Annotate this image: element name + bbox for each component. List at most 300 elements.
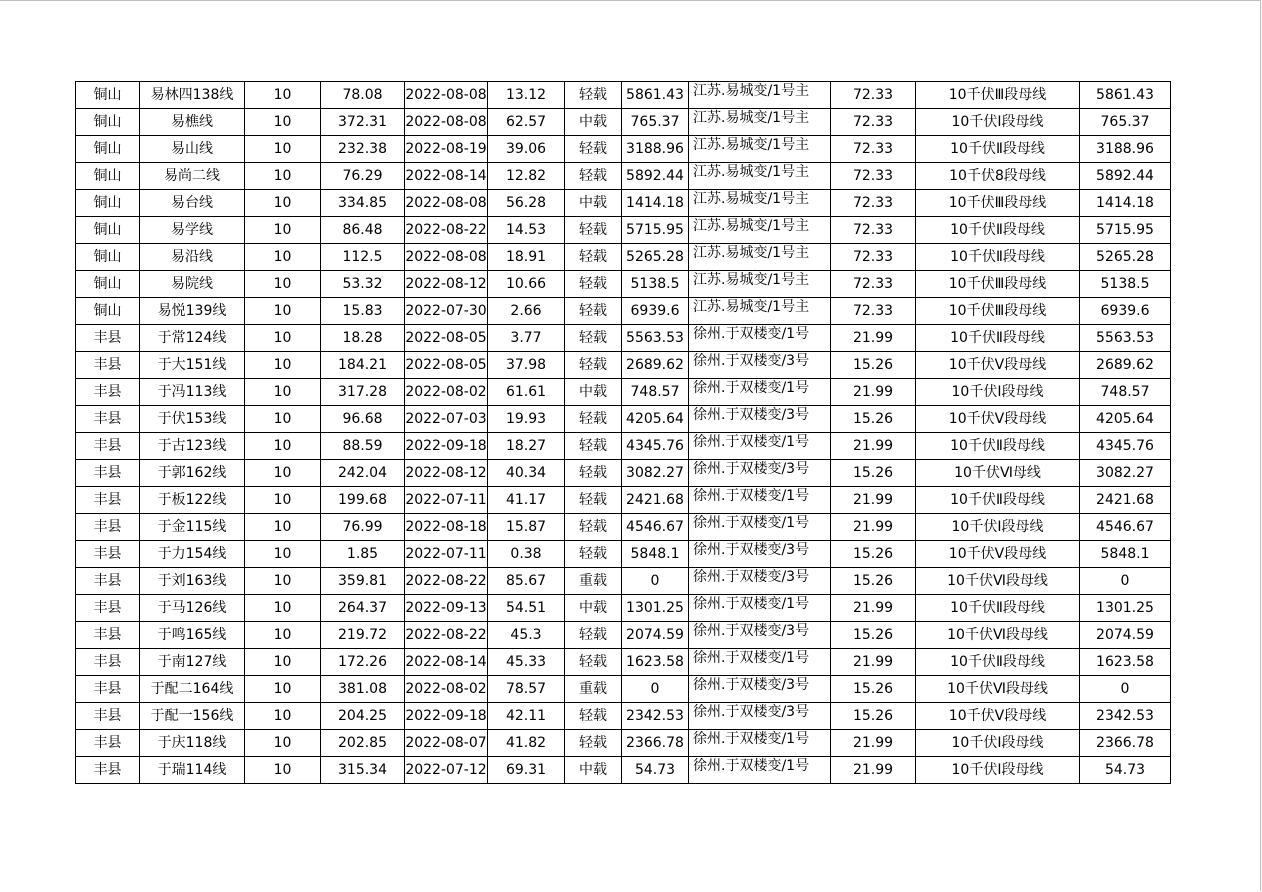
voltage-cell: 10 xyxy=(245,514,321,541)
line-name-cell: 于鸣165线 xyxy=(140,622,245,649)
current-cell: 53.32 xyxy=(321,271,405,298)
busbar-cell: 10千伏Ⅰ段母线 xyxy=(916,109,1080,136)
voltage-cell: 10 xyxy=(245,217,321,244)
date-cell: 2022-08-05 xyxy=(405,352,488,379)
substation-text: 徐州.于双楼变/1号 xyxy=(693,326,810,342)
transformer-rate-cell: 15.26 xyxy=(831,406,916,433)
capacity-cell: 6939.6 xyxy=(622,298,689,325)
date-cell: 2022-09-18 xyxy=(405,433,488,460)
busbar-cell: 10千伏Ⅱ段母线 xyxy=(916,244,1080,271)
table-row xyxy=(76,730,1171,757)
district-cell: 丰县 xyxy=(76,757,140,784)
capacity-cell: 3082.27 xyxy=(622,460,689,487)
line-name-cell: 于庆118线 xyxy=(140,730,245,757)
transformer-rate-cell: 72.33 xyxy=(831,190,916,217)
capacity-cell: 5138.5 xyxy=(622,271,689,298)
transformer-rate-cell: 15.26 xyxy=(831,703,916,730)
district-cell: 丰县 xyxy=(76,568,140,595)
current-cell: 76.99 xyxy=(321,514,405,541)
load-status-cell: 轻载 xyxy=(565,325,622,352)
load-rate-cell: 39.06 xyxy=(488,136,565,163)
substation-text: 徐州.于双楼变/3号 xyxy=(693,677,810,693)
substation-cell xyxy=(689,325,831,352)
substation-cell xyxy=(689,298,831,325)
line-name-cell: 于常124线 xyxy=(140,325,245,352)
current-cell: 184.21 xyxy=(321,352,405,379)
table-row xyxy=(76,82,1171,109)
line-name-cell: 于瑞114线 xyxy=(140,757,245,784)
substation-text: 江苏.易城变/1号主 xyxy=(693,218,810,234)
line-name-cell: 于南127线 xyxy=(140,649,245,676)
available-capacity-cell: 5138.5 xyxy=(1080,271,1171,298)
line-name-cell: 于郭162线 xyxy=(140,460,245,487)
busbar-cell: 10千伏Ⅱ段母线 xyxy=(916,433,1080,460)
district-cell: 丰县 xyxy=(76,595,140,622)
table-row xyxy=(76,649,1171,676)
substation-cell xyxy=(689,82,831,109)
substation-text: 江苏.易城变/1号主 xyxy=(693,137,810,153)
line-name-cell: 于配二164线 xyxy=(140,676,245,703)
voltage-cell: 10 xyxy=(245,82,321,109)
transformer-rate-cell: 72.33 xyxy=(831,217,916,244)
load-rate-cell: 85.67 xyxy=(488,568,565,595)
available-capacity-cell: 5848.1 xyxy=(1080,541,1171,568)
district-cell: 铜山 xyxy=(76,217,140,244)
voltage-cell: 10 xyxy=(245,136,321,163)
available-capacity-cell: 6939.6 xyxy=(1080,298,1171,325)
table-row xyxy=(76,379,1171,406)
busbar-cell: 10千伏Ⅱ段母线 xyxy=(916,649,1080,676)
transformer-rate-cell: 15.26 xyxy=(831,352,916,379)
capacity-cell: 0 xyxy=(622,676,689,703)
substation-cell xyxy=(689,622,831,649)
table-row xyxy=(76,514,1171,541)
voltage-cell: 10 xyxy=(245,541,321,568)
available-capacity-cell: 5265.28 xyxy=(1080,244,1171,271)
table-row xyxy=(76,595,1171,622)
load-status-cell: 重载 xyxy=(565,676,622,703)
load-rate-cell: 54.51 xyxy=(488,595,565,622)
voltage-cell: 10 xyxy=(245,568,321,595)
load-rate-cell: 2.66 xyxy=(488,298,565,325)
district-cell: 丰县 xyxy=(76,514,140,541)
substation-cell xyxy=(689,649,831,676)
table-body xyxy=(76,82,1171,784)
substation-text: 徐州.于双楼变/3号 xyxy=(693,353,810,369)
line-name-cell: 于金115线 xyxy=(140,514,245,541)
current-cell: 381.08 xyxy=(321,676,405,703)
busbar-cell: 10千伏Ⅲ段母线 xyxy=(916,298,1080,325)
capacity-cell: 2366.78 xyxy=(622,730,689,757)
line-name-cell: 于冯113线 xyxy=(140,379,245,406)
substation-text: 徐州.于双楼变/3号 xyxy=(693,704,810,720)
current-cell: 88.59 xyxy=(321,433,405,460)
table-row xyxy=(76,568,1171,595)
load-rate-cell: 15.87 xyxy=(488,514,565,541)
current-cell: 359.81 xyxy=(321,568,405,595)
substation-text: 江苏.易城变/1号主 xyxy=(693,272,810,288)
available-capacity-cell: 3082.27 xyxy=(1080,460,1171,487)
date-cell: 2022-07-12 xyxy=(405,757,488,784)
transformer-rate-cell: 15.26 xyxy=(831,460,916,487)
transformer-rate-cell: 21.99 xyxy=(831,757,916,784)
capacity-cell: 5861.43 xyxy=(622,82,689,109)
line-name-cell: 易山线 xyxy=(140,136,245,163)
substation-cell xyxy=(689,460,831,487)
voltage-cell: 10 xyxy=(245,676,321,703)
district-cell: 丰县 xyxy=(76,352,140,379)
busbar-cell: 10千伏Ⅵ段母线 xyxy=(916,676,1080,703)
substation-text: 江苏.易城变/1号主 xyxy=(693,191,810,207)
load-status-cell: 轻载 xyxy=(565,271,622,298)
load-status-cell: 中载 xyxy=(565,379,622,406)
busbar-cell: 10千伏Ⅱ段母线 xyxy=(916,217,1080,244)
load-status-cell: 轻载 xyxy=(565,649,622,676)
substation-text: 徐州.于双楼变/1号 xyxy=(693,488,810,504)
date-cell: 2022-08-08 xyxy=(405,244,488,271)
current-cell: 317.28 xyxy=(321,379,405,406)
load-rate-cell: 40.34 xyxy=(488,460,565,487)
busbar-cell: 10千伏Ⅰ段母线 xyxy=(916,757,1080,784)
busbar-cell: 10千伏Ⅴ段母线 xyxy=(916,352,1080,379)
busbar-cell: 10千伏Ⅰ段母线 xyxy=(916,730,1080,757)
available-capacity-cell: 2342.53 xyxy=(1080,703,1171,730)
load-rate-cell: 0.38 xyxy=(488,541,565,568)
table-row xyxy=(76,406,1171,433)
substation-cell xyxy=(689,703,831,730)
substation-cell xyxy=(689,163,831,190)
date-cell: 2022-07-11 xyxy=(405,541,488,568)
voltage-cell: 10 xyxy=(245,649,321,676)
available-capacity-cell: 54.73 xyxy=(1080,757,1171,784)
load-rate-cell: 45.33 xyxy=(488,649,565,676)
line-name-cell: 易樵线 xyxy=(140,109,245,136)
load-rate-cell: 61.61 xyxy=(488,379,565,406)
voltage-cell: 10 xyxy=(245,109,321,136)
load-status-cell: 轻载 xyxy=(565,703,622,730)
voltage-cell: 10 xyxy=(245,433,321,460)
voltage-cell: 10 xyxy=(245,190,321,217)
table-row xyxy=(76,271,1171,298)
substation-text: 徐州.于双楼变/1号 xyxy=(693,380,810,396)
voltage-cell: 10 xyxy=(245,595,321,622)
load-rate-cell: 18.91 xyxy=(488,244,565,271)
substation-text: 江苏.易城变/1号主 xyxy=(693,245,810,261)
district-cell: 丰县 xyxy=(76,460,140,487)
table-row xyxy=(76,298,1171,325)
available-capacity-cell: 4345.76 xyxy=(1080,433,1171,460)
substation-cell xyxy=(689,136,831,163)
substation-cell xyxy=(689,352,831,379)
substation-cell xyxy=(689,514,831,541)
current-cell: 15.83 xyxy=(321,298,405,325)
substation-text: 徐州.于双楼变/3号 xyxy=(693,623,810,639)
table-row xyxy=(76,487,1171,514)
available-capacity-cell: 5563.53 xyxy=(1080,325,1171,352)
date-cell: 2022-08-07 xyxy=(405,730,488,757)
substation-cell xyxy=(689,109,831,136)
current-cell: 219.72 xyxy=(321,622,405,649)
busbar-cell: 10千伏Ⅵ母线 xyxy=(916,460,1080,487)
line-name-cell: 于板122线 xyxy=(140,487,245,514)
substation-text: 徐州.于双楼变/3号 xyxy=(693,407,810,423)
date-cell: 2022-09-18 xyxy=(405,703,488,730)
district-cell: 铜山 xyxy=(76,244,140,271)
line-name-cell: 易悦139线 xyxy=(140,298,245,325)
district-cell: 丰县 xyxy=(76,487,140,514)
line-name-cell: 易学线 xyxy=(140,217,245,244)
available-capacity-cell: 1301.25 xyxy=(1080,595,1171,622)
load-status-cell: 轻载 xyxy=(565,352,622,379)
substation-cell xyxy=(689,730,831,757)
substation-text: 徐州.于双楼变/1号 xyxy=(693,758,810,774)
date-cell: 2022-08-18 xyxy=(405,514,488,541)
substation-text: 江苏.易城变/1号主 xyxy=(693,110,810,126)
available-capacity-cell: 5892.44 xyxy=(1080,163,1171,190)
capacity-cell: 2074.59 xyxy=(622,622,689,649)
substation-text: 徐州.于双楼变/1号 xyxy=(693,731,810,747)
district-cell: 铜山 xyxy=(76,82,140,109)
load-status-cell: 轻载 xyxy=(565,406,622,433)
substation-text: 江苏.易城变/1号主 xyxy=(693,164,810,180)
table-row xyxy=(76,460,1171,487)
voltage-cell: 10 xyxy=(245,406,321,433)
table-row xyxy=(76,190,1171,217)
current-cell: 78.08 xyxy=(321,82,405,109)
substation-text: 江苏.易城变/1号主 xyxy=(693,83,810,99)
load-status-cell: 中载 xyxy=(565,757,622,784)
district-cell: 铜山 xyxy=(76,190,140,217)
load-status-cell: 轻载 xyxy=(565,82,622,109)
transformer-rate-cell: 15.26 xyxy=(831,676,916,703)
transformer-rate-cell: 72.33 xyxy=(831,298,916,325)
table-row xyxy=(76,325,1171,352)
district-cell: 丰县 xyxy=(76,379,140,406)
voltage-cell: 10 xyxy=(245,730,321,757)
date-cell: 2022-07-11 xyxy=(405,487,488,514)
busbar-cell: 10千伏Ⅱ段母线 xyxy=(916,325,1080,352)
transformer-rate-cell: 21.99 xyxy=(831,325,916,352)
current-cell: 76.29 xyxy=(321,163,405,190)
voltage-cell: 10 xyxy=(245,622,321,649)
table-row xyxy=(76,541,1171,568)
available-capacity-cell: 5861.43 xyxy=(1080,82,1171,109)
current-cell: 96.68 xyxy=(321,406,405,433)
load-rate-cell: 41.17 xyxy=(488,487,565,514)
current-cell: 172.26 xyxy=(321,649,405,676)
substation-cell xyxy=(689,595,831,622)
line-name-cell: 于大151线 xyxy=(140,352,245,379)
load-rate-cell: 14.53 xyxy=(488,217,565,244)
capacity-cell: 54.73 xyxy=(622,757,689,784)
substation-cell xyxy=(689,433,831,460)
busbar-cell: 10千伏Ⅲ段母线 xyxy=(916,82,1080,109)
load-status-cell: 轻载 xyxy=(565,730,622,757)
current-cell: 1.85 xyxy=(321,541,405,568)
substation-text: 徐州.于双楼变/1号 xyxy=(693,596,810,612)
substation-text: 徐州.于双楼变/1号 xyxy=(693,434,810,450)
load-status-cell: 轻载 xyxy=(565,217,622,244)
table-row xyxy=(76,244,1171,271)
date-cell: 2022-09-13 xyxy=(405,595,488,622)
table-row xyxy=(76,136,1171,163)
voltage-cell: 10 xyxy=(245,757,321,784)
district-cell: 丰县 xyxy=(76,703,140,730)
capacity-cell: 1414.18 xyxy=(622,190,689,217)
load-rate-cell: 62.57 xyxy=(488,109,565,136)
current-cell: 232.38 xyxy=(321,136,405,163)
transformer-rate-cell: 21.99 xyxy=(831,379,916,406)
capacity-cell: 0 xyxy=(622,568,689,595)
current-cell: 315.34 xyxy=(321,757,405,784)
capacity-cell: 765.37 xyxy=(622,109,689,136)
voltage-cell: 10 xyxy=(245,487,321,514)
date-cell: 2022-08-22 xyxy=(405,568,488,595)
busbar-cell: 10千伏Ⅵ段母线 xyxy=(916,622,1080,649)
data-table xyxy=(75,81,1171,784)
current-cell: 86.48 xyxy=(321,217,405,244)
date-cell: 2022-08-12 xyxy=(405,460,488,487)
district-cell: 丰县 xyxy=(76,541,140,568)
current-cell: 242.04 xyxy=(321,460,405,487)
available-capacity-cell: 0 xyxy=(1080,568,1171,595)
line-name-cell: 易林四138线 xyxy=(140,82,245,109)
capacity-cell: 4546.67 xyxy=(622,514,689,541)
available-capacity-cell: 2689.62 xyxy=(1080,352,1171,379)
date-cell: 2022-08-19 xyxy=(405,136,488,163)
load-rate-cell: 37.98 xyxy=(488,352,565,379)
current-cell: 18.28 xyxy=(321,325,405,352)
current-cell: 372.31 xyxy=(321,109,405,136)
substation-cell xyxy=(689,217,831,244)
capacity-cell: 1623.58 xyxy=(622,649,689,676)
transformer-rate-cell: 15.26 xyxy=(831,622,916,649)
busbar-cell: 10千伏Ⅴ段母线 xyxy=(916,703,1080,730)
substation-text: 江苏.易城变/1号主 xyxy=(693,299,810,315)
load-rate-cell: 41.82 xyxy=(488,730,565,757)
substation-text: 徐州.于双楼变/3号 xyxy=(693,461,810,477)
current-cell: 264.37 xyxy=(321,595,405,622)
busbar-cell: 10千伏Ⅴ段母线 xyxy=(916,406,1080,433)
available-capacity-cell: 2421.68 xyxy=(1080,487,1171,514)
busbar-cell: 10千伏Ⅵ段母线 xyxy=(916,568,1080,595)
busbar-cell: 10千伏Ⅴ段母线 xyxy=(916,541,1080,568)
load-rate-cell: 45.3 xyxy=(488,622,565,649)
capacity-cell: 2342.53 xyxy=(622,703,689,730)
line-name-cell: 易台线 xyxy=(140,190,245,217)
transformer-rate-cell: 72.33 xyxy=(831,271,916,298)
district-cell: 丰县 xyxy=(76,730,140,757)
load-status-cell: 轻载 xyxy=(565,541,622,568)
line-name-cell: 易沿线 xyxy=(140,244,245,271)
voltage-cell: 10 xyxy=(245,163,321,190)
capacity-cell: 3188.96 xyxy=(622,136,689,163)
busbar-cell: 10千伏8段母线 xyxy=(916,163,1080,190)
date-cell: 2022-07-30 xyxy=(405,298,488,325)
capacity-cell: 2421.68 xyxy=(622,487,689,514)
current-cell: 199.68 xyxy=(321,487,405,514)
capacity-cell: 5265.28 xyxy=(622,244,689,271)
load-rate-cell: 19.93 xyxy=(488,406,565,433)
table-row xyxy=(76,757,1171,784)
substation-cell xyxy=(689,379,831,406)
capacity-cell: 4205.64 xyxy=(622,406,689,433)
line-name-cell: 于刘163线 xyxy=(140,568,245,595)
substation-cell xyxy=(689,271,831,298)
transformer-rate-cell: 15.26 xyxy=(831,541,916,568)
table-row xyxy=(76,676,1171,703)
available-capacity-cell: 0 xyxy=(1080,676,1171,703)
busbar-cell: 10千伏Ⅲ段母线 xyxy=(916,190,1080,217)
district-cell: 丰县 xyxy=(76,406,140,433)
table-row xyxy=(76,109,1171,136)
district-cell: 丰县 xyxy=(76,649,140,676)
available-capacity-cell: 4205.64 xyxy=(1080,406,1171,433)
voltage-cell: 10 xyxy=(245,325,321,352)
current-cell: 112.5 xyxy=(321,244,405,271)
table-row xyxy=(76,433,1171,460)
district-cell: 丰县 xyxy=(76,622,140,649)
load-rate-cell: 18.27 xyxy=(488,433,565,460)
voltage-cell: 10 xyxy=(245,460,321,487)
load-rate-cell: 12.82 xyxy=(488,163,565,190)
busbar-cell: 10千伏Ⅱ段母线 xyxy=(916,136,1080,163)
available-capacity-cell: 2366.78 xyxy=(1080,730,1171,757)
load-rate-cell: 13.12 xyxy=(488,82,565,109)
transformer-rate-cell: 21.99 xyxy=(831,595,916,622)
current-cell: 334.85 xyxy=(321,190,405,217)
capacity-cell: 5563.53 xyxy=(622,325,689,352)
date-cell: 2022-08-02 xyxy=(405,676,488,703)
voltage-cell: 10 xyxy=(245,244,321,271)
available-capacity-cell: 2074.59 xyxy=(1080,622,1171,649)
table-row xyxy=(76,352,1171,379)
substation-cell xyxy=(689,244,831,271)
available-capacity-cell: 1623.58 xyxy=(1080,649,1171,676)
voltage-cell: 10 xyxy=(245,703,321,730)
capacity-cell: 748.57 xyxy=(622,379,689,406)
transformer-rate-cell: 21.99 xyxy=(831,487,916,514)
transformer-rate-cell: 72.33 xyxy=(831,136,916,163)
substation-cell xyxy=(689,541,831,568)
capacity-cell: 5715.95 xyxy=(622,217,689,244)
table-row xyxy=(76,703,1171,730)
available-capacity-cell: 1414.18 xyxy=(1080,190,1171,217)
substation-text: 徐州.于双楼变/3号 xyxy=(693,569,810,585)
date-cell: 2022-08-05 xyxy=(405,325,488,352)
load-status-cell: 重载 xyxy=(565,568,622,595)
capacity-cell: 5848.1 xyxy=(622,541,689,568)
load-rate-cell: 69.31 xyxy=(488,757,565,784)
busbar-cell: 10千伏Ⅱ段母线 xyxy=(916,487,1080,514)
transformer-rate-cell: 72.33 xyxy=(831,82,916,109)
available-capacity-cell: 748.57 xyxy=(1080,379,1171,406)
load-status-cell: 轻载 xyxy=(565,244,622,271)
capacity-cell: 4345.76 xyxy=(622,433,689,460)
load-status-cell: 轻载 xyxy=(565,514,622,541)
district-cell: 丰县 xyxy=(76,676,140,703)
load-status-cell: 轻载 xyxy=(565,433,622,460)
load-status-cell: 中载 xyxy=(565,190,622,217)
voltage-cell: 10 xyxy=(245,298,321,325)
substation-cell xyxy=(689,757,831,784)
load-rate-cell: 56.28 xyxy=(488,190,565,217)
available-capacity-cell: 5715.95 xyxy=(1080,217,1171,244)
load-status-cell: 轻载 xyxy=(565,487,622,514)
substation-cell xyxy=(689,568,831,595)
substation-text: 徐州.于双楼变/1号 xyxy=(693,515,810,531)
capacity-cell: 1301.25 xyxy=(622,595,689,622)
